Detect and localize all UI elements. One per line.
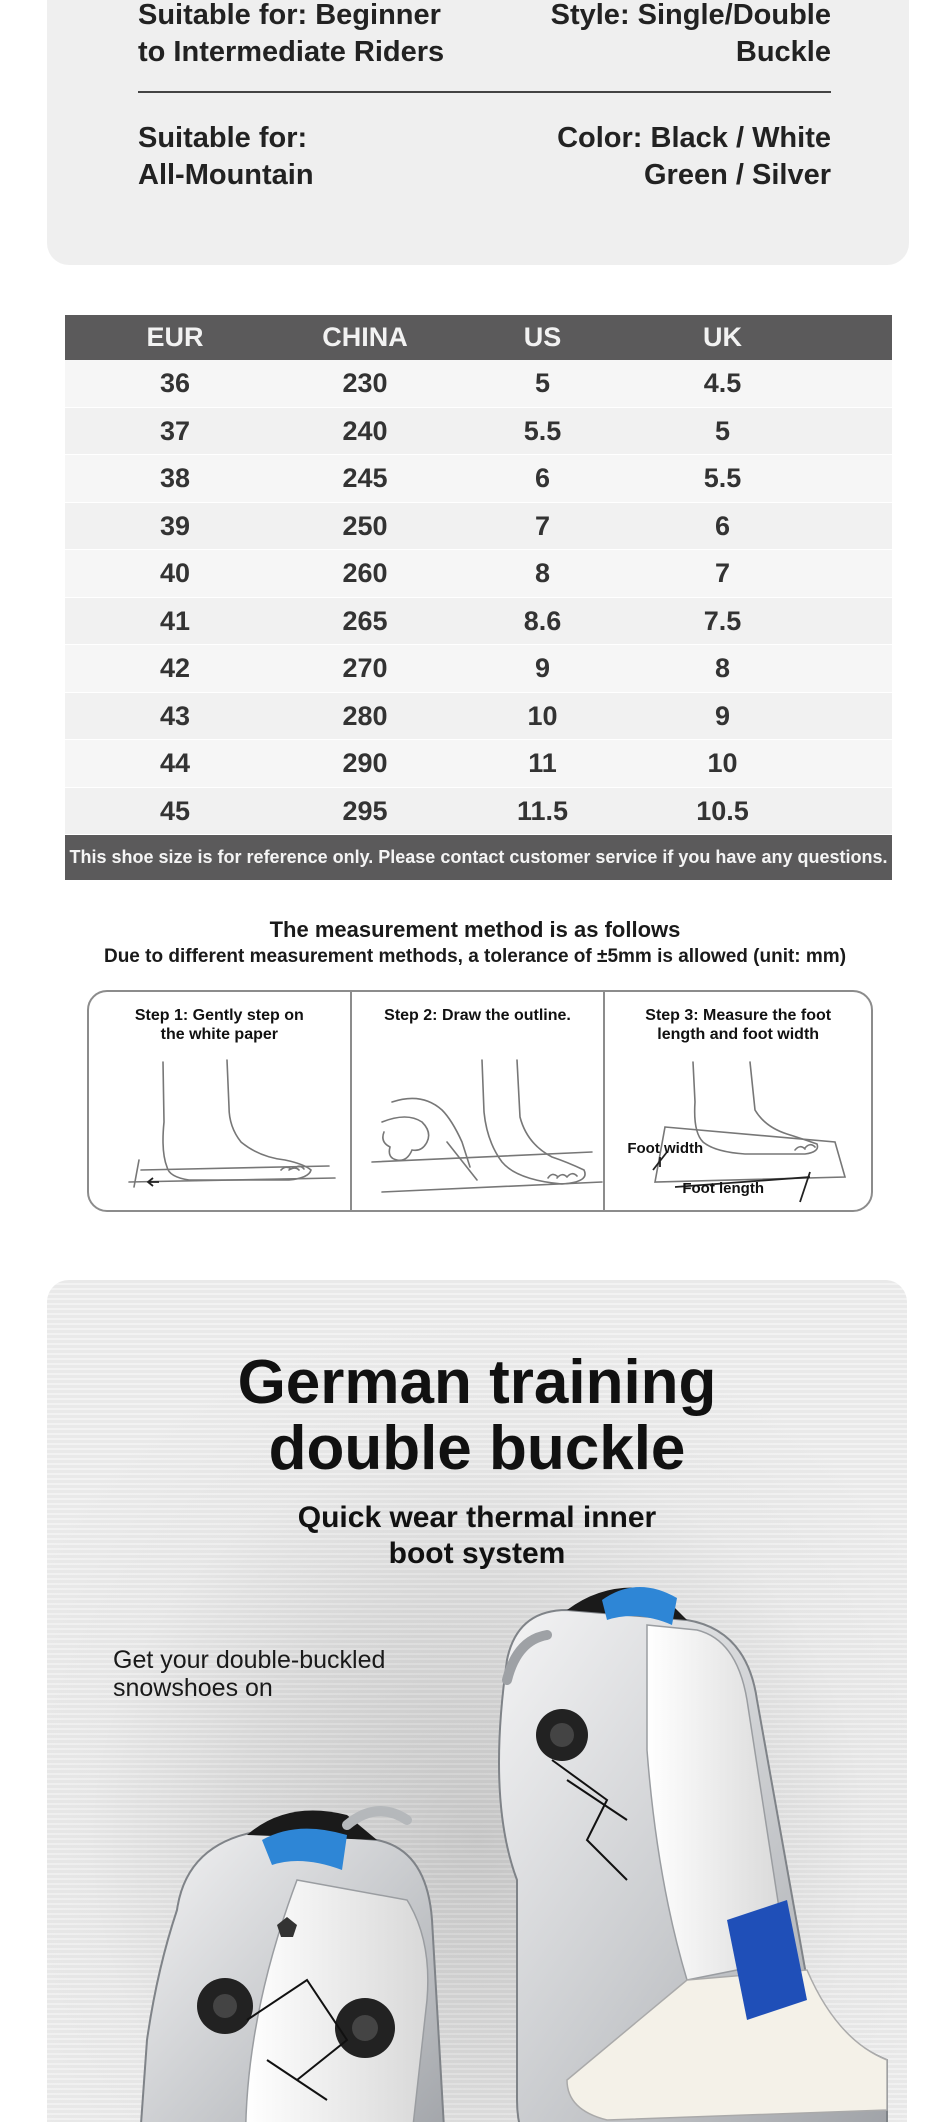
table-row [65, 693, 892, 741]
cell-china: 250 [342, 510, 388, 541]
header-eur: EUR [146, 322, 204, 352]
cell-uk: 10.5 [696, 795, 749, 826]
cell-china: 265 [342, 605, 388, 636]
spec-divider [138, 91, 831, 93]
cell-china: 260 [342, 558, 388, 588]
cell-us: 6 [534, 463, 551, 493]
cell-china: 280 [342, 700, 388, 731]
step-3-label: Step 3: Measure the foot length and foot width [645, 1007, 832, 1043]
spec-row-2 [138, 120, 831, 194]
cell-eur: 43 [159, 700, 191, 731]
spec-style: Style: Single/Double Buckle [550, 0, 831, 68]
right-boot [499, 1587, 887, 2122]
step-1-label: Step 1: Gently step on the white paper [134, 1007, 304, 1043]
product-subtitle: Quick wear thermal inner boot system [297, 1501, 657, 1570]
cell-us: 5.5 [523, 415, 562, 446]
product-title: German training double buckle [237, 1348, 717, 1483]
product-description: Get your double-buckled snowshoes on [113, 1646, 386, 1702]
size-table-body [65, 360, 892, 835]
cell-uk: 7.5 [703, 605, 742, 636]
table-row [65, 503, 892, 551]
spec-color: Color: Black / White Green / Silver [557, 122, 831, 191]
size-table-note: This shoe size is for reference only. Please contact customer service if you have any questions. [65, 835, 892, 880]
cell-us: 5 [534, 368, 551, 398]
cell-uk: 5 [714, 415, 731, 446]
cell-eur: 36 [159, 368, 191, 398]
table-row [65, 360, 892, 408]
table-row [65, 550, 892, 598]
spec-suitable-level: Suitable for: Beginner to Intermediate Riders [138, 0, 445, 68]
spec-suitable-terrain: Suitable for: All-Mountain [138, 122, 314, 191]
header-china: CHINA [322, 322, 408, 352]
spec-card [47, 0, 909, 265]
measurement-steps [87, 990, 873, 1212]
cell-china: 240 [342, 415, 388, 446]
step-2 [350, 992, 604, 1210]
cell-eur: 38 [159, 463, 191, 493]
cell-china: 295 [342, 795, 388, 826]
table-row [65, 598, 892, 646]
cell-us: 7 [534, 510, 551, 541]
foot-on-paper-illustration [89, 992, 351, 1212]
cell-us: 9 [534, 653, 551, 683]
table-row [65, 788, 892, 836]
cell-eur: 40 [159, 558, 191, 588]
cell-china: 290 [342, 748, 388, 778]
header-uk: UK [703, 322, 742, 352]
cell-china: 245 [342, 463, 388, 493]
product-card [47, 1280, 907, 2122]
cell-eur: 42 [159, 653, 191, 683]
cell-eur: 41 [159, 605, 191, 636]
left-boot [137, 1811, 447, 2122]
table-row [65, 740, 892, 788]
measurement-subtitle: Due to different measurement methods, a tolerance of ±5mm is allowed (unit: mm) [103, 946, 847, 967]
cell-eur: 44 [159, 748, 191, 778]
header-us: US [523, 322, 562, 352]
cell-china: 230 [342, 368, 388, 398]
spec-row-1 [138, 0, 831, 71]
cell-china: 270 [342, 653, 388, 683]
table-row [65, 645, 892, 693]
cell-us: 8 [534, 558, 551, 588]
size-table [65, 315, 892, 880]
draw-outline-illustration [352, 992, 607, 1212]
cell-eur: 45 [159, 795, 191, 826]
foot-length-label: Foot length [682, 1180, 765, 1197]
cell-us: 11.5 [516, 795, 569, 826]
step-3 [603, 992, 871, 1210]
table-row [65, 455, 892, 503]
cell-us: 8.6 [523, 605, 562, 636]
step-2-label: Step 2: Draw the outline. [384, 1007, 571, 1024]
cell-uk: 8 [714, 653, 731, 683]
cell-eur: 37 [159, 415, 191, 446]
size-table-header [65, 315, 892, 360]
cell-uk: 7 [714, 558, 731, 588]
measurement-title: The measurement method is as follows [269, 917, 681, 942]
cell-us: 11 [528, 748, 557, 778]
cell-uk: 6 [714, 510, 731, 541]
cell-uk: 10 [707, 748, 738, 778]
cell-eur: 39 [159, 510, 191, 541]
cell-us: 10 [527, 700, 558, 731]
foot-width-label: Foot width [627, 1140, 704, 1157]
snowboard-boots-image [47, 1280, 907, 2122]
step-1 [89, 992, 350, 1210]
cell-uk: 9 [714, 700, 731, 731]
measure-foot-illustration [605, 992, 873, 1212]
cell-uk: 5.5 [703, 463, 742, 493]
table-row [65, 408, 892, 456]
cell-uk: 4.5 [703, 368, 742, 398]
